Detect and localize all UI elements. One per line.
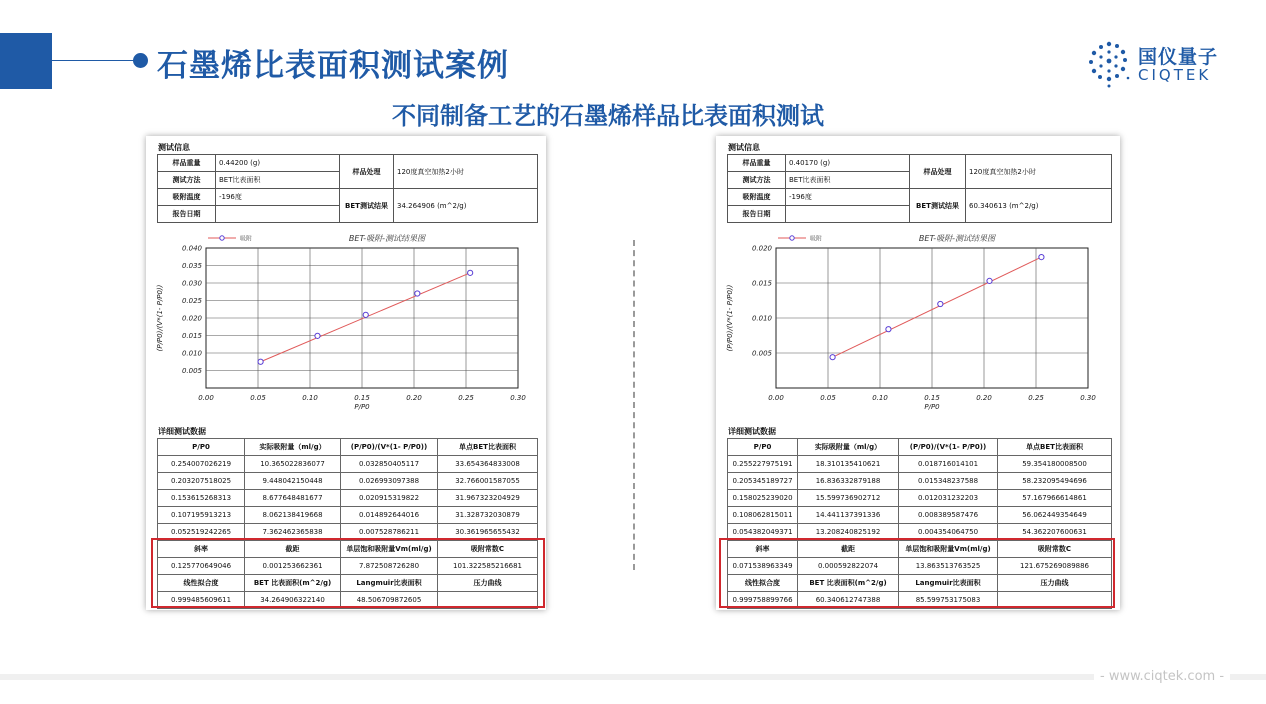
bet-area-value: 60.340612747388 <box>798 592 899 609</box>
x-tick-label: 0.30 <box>1080 394 1096 402</box>
x-tick-label: 0.15 <box>924 394 940 402</box>
table-cell: 7.362462365838 <box>245 524 341 541</box>
bet-chart-left <box>146 228 546 428</box>
y-tick-label: 0.010 <box>181 349 202 358</box>
x-tick-label: 0.10 <box>872 394 888 402</box>
table-cell: 56.062449354649 <box>998 507 1112 524</box>
y-axis-label: (P/P0)/(V*(1- P/P0)) <box>156 284 164 352</box>
table-cell: 18.310135410621 <box>798 456 899 473</box>
x-tick-label: 0.05 <box>250 394 266 402</box>
x-tick-label: 0.20 <box>976 394 992 402</box>
x-tick-label: 0.30 <box>510 394 526 402</box>
table-cell: 0.205345189727 <box>728 473 798 490</box>
table-cell: 0.012031232203 <box>899 490 998 507</box>
label-report-date: 报告日期 <box>728 206 786 223</box>
value-sample-mass: 0.40170 (g) <box>786 155 910 172</box>
legend-label: 吸附 <box>810 235 823 243</box>
data-point <box>830 355 835 360</box>
header-cell: Langmuir比表面积 <box>341 575 438 592</box>
header-cell: 斜率 <box>728 541 798 558</box>
label-test-method: 测试方法 <box>728 172 786 189</box>
header-cell: BET 比表面积(m^2/g) <box>798 575 899 592</box>
table-cell: 0.203207518025 <box>158 473 245 490</box>
table-cell: 0.255227975191 <box>728 456 798 473</box>
header-cell: 压力曲线 <box>998 575 1112 592</box>
y-tick-label: 0.005 <box>751 349 772 358</box>
fit-line <box>833 257 1042 357</box>
header-cell: P/P0 <box>728 439 798 456</box>
table-cell: 57.167966614861 <box>998 490 1112 507</box>
intercept-value: 0.000592822074 <box>798 558 899 575</box>
table-cell: 0.015348237588 <box>899 473 998 490</box>
table-row <box>728 473 1112 490</box>
data-point <box>1039 255 1044 260</box>
table-cell: 31.328732030879 <box>438 507 538 524</box>
value-sample-mass: 0.44200 (g) <box>216 155 340 172</box>
y-tick-label: 0.035 <box>181 262 202 270</box>
header-cell: P/P0 <box>158 439 245 456</box>
table-cell: 0.014892644016 <box>341 507 438 524</box>
table-cell: 0.026993097388 <box>341 473 438 490</box>
value-test-method: BET比表面积 <box>786 172 910 189</box>
x-axis-label: P/P0 <box>924 403 940 411</box>
label-sample-mass: 样品重量 <box>158 155 216 172</box>
table-cell: 16.836332879188 <box>798 473 899 490</box>
y-tick-label: 0.020 <box>181 314 202 323</box>
data-point <box>886 327 891 332</box>
table-cell: 0.054382049371 <box>728 524 798 541</box>
value-ads-temp: -196度 <box>216 189 340 206</box>
legend-marker <box>220 236 224 240</box>
table-cell: 9.448042150448 <box>245 473 341 490</box>
label-bet-result: BET测试结果 <box>340 189 394 223</box>
y-tick-label: 0.030 <box>181 279 202 288</box>
value-sample-treatment: 120度真空加热2小时 <box>394 155 538 189</box>
legend-label: 吸附 <box>240 235 253 243</box>
header-cell: 线性拟合度 <box>728 575 798 592</box>
table-cell: 0.004354064750 <box>899 524 998 541</box>
intercept-value: 0.001253662361 <box>245 558 341 575</box>
vm-value: 7.872508726280 <box>341 558 438 575</box>
header-cell: 斜率 <box>158 541 245 558</box>
chart-title: BET-吸附-测试结果图 <box>348 234 425 243</box>
bet-area-value: 34.264906322140 <box>245 592 341 609</box>
highlight-box <box>151 538 545 608</box>
table-row <box>158 507 538 524</box>
table-cell: 14.441137391336 <box>798 507 899 524</box>
table-cell: 0.254007026219 <box>158 456 245 473</box>
label-bet-result: BET测试结果 <box>910 189 966 223</box>
title-rule <box>52 60 136 61</box>
page-title: 石墨烯比表面积测试案例 <box>157 48 509 84</box>
r-value: 0.999758899766 <box>728 592 798 609</box>
c-value: 121.675269089886 <box>998 558 1112 575</box>
data-point <box>987 278 992 283</box>
header-accent-block <box>0 33 52 89</box>
x-tick-label: 0.00 <box>768 394 784 402</box>
data-point <box>468 270 473 275</box>
table-row <box>158 456 538 473</box>
table-cell: 10.365022836077 <box>245 456 341 473</box>
table-cell: 0.052519242265 <box>158 524 245 541</box>
y-tick-label: 0.020 <box>751 244 772 253</box>
table-cell: 15.599736902712 <box>798 490 899 507</box>
y-tick-label: 0.015 <box>181 332 202 340</box>
header-cell: 截距 <box>798 541 899 558</box>
table-row <box>158 490 538 507</box>
report-panel-left <box>146 136 546 610</box>
label-sample-treatment: 样品处理 <box>910 155 966 189</box>
x-tick-label: 0.25 <box>1028 394 1044 402</box>
table-cell: 54.362207600631 <box>998 524 1112 541</box>
legend-marker <box>790 236 794 240</box>
table-row <box>728 490 1112 507</box>
logo-swirl-icon <box>1086 38 1132 90</box>
header-cell: 压力曲线 <box>438 575 538 592</box>
table-cell: 58.232095494696 <box>998 473 1112 490</box>
table-cell: 8.062138419668 <box>245 507 341 524</box>
slope-value: 0.071538963349 <box>728 558 798 575</box>
label-sample-treatment: 样品处理 <box>340 155 394 189</box>
highlight-box <box>719 538 1115 608</box>
data-point <box>415 291 420 296</box>
test-info-table <box>727 154 1112 223</box>
logo-cn-text: 国仪量子 <box>1138 46 1219 68</box>
header-cell: 吸附常数C <box>438 541 538 558</box>
test-info-heading: 测试信息 <box>158 143 190 152</box>
table-header-row <box>728 439 1112 456</box>
report-panel-right <box>716 136 1120 610</box>
test-info-table <box>157 154 538 223</box>
header-cell: 实际吸附量（ml/g） <box>245 439 341 456</box>
header-cell: 截距 <box>245 541 341 558</box>
header-cell: 单层饱和吸附量Vm(ml/g) <box>899 541 998 558</box>
langmuir-value: 48.506709872605 <box>341 592 438 609</box>
table-header-row <box>158 439 538 456</box>
header-cell: (P/P0)/(V*(1- P/P0)) <box>341 439 438 456</box>
x-axis-label: P/P0 <box>354 403 370 411</box>
table-cell: 0.008389587476 <box>899 507 998 524</box>
footer-bar <box>0 674 1266 680</box>
data-point <box>258 359 263 364</box>
table-row <box>728 456 1112 473</box>
table-cell: 30.361965655432 <box>438 524 538 541</box>
table-cell: 0.032850405117 <box>341 456 438 473</box>
label-sample-mass: 样品重量 <box>728 155 786 172</box>
header-cell: 单点BET比表面积 <box>998 439 1112 456</box>
slope-value: 0.125770649046 <box>158 558 245 575</box>
header-cell: BET 比表面积(m^2/g) <box>245 575 341 592</box>
vm-value: 13.863513763525 <box>899 558 998 575</box>
header-cell: 吸附常数C <box>998 541 1112 558</box>
x-tick-label: 0.15 <box>354 394 370 402</box>
footer-url: - www.ciqtek.com - <box>1094 669 1230 684</box>
table-cell: 31.967323204929 <box>438 490 538 507</box>
header-cell: (P/P0)/(V*(1- P/P0)) <box>899 439 998 456</box>
logo-en-text: CIQTEK <box>1138 66 1212 84</box>
table-cell: 0.158025239020 <box>728 490 798 507</box>
label-test-method: 测试方法 <box>158 172 216 189</box>
detail-data-heading: 详细测试数据 <box>728 427 776 436</box>
y-tick-label: 0.040 <box>181 244 202 253</box>
header-cell: 线性拟合度 <box>158 575 245 592</box>
label-ads-temp: 吸附温度 <box>728 189 786 206</box>
x-tick-label: 0.25 <box>458 394 474 402</box>
table-row <box>158 473 538 490</box>
y-tick-label: 0.005 <box>181 367 202 375</box>
table-cell: 0.107195913213 <box>158 507 245 524</box>
x-tick-label: 0.05 <box>820 394 836 402</box>
value-bet-result: 60.340613 (m^2/g) <box>966 189 1112 223</box>
table-cell: 0.018716014101 <box>899 456 998 473</box>
table-cell: 13.208240825192 <box>798 524 899 541</box>
test-info-heading: 测试信息 <box>728 143 760 152</box>
value-sample-treatment: 120度真空加热2小时 <box>966 155 1112 189</box>
header-cell: 实际吸附量（ml/g） <box>798 439 899 456</box>
table-cell: 32.766001587055 <box>438 473 538 490</box>
x-tick-label: 0.10 <box>302 394 318 402</box>
detail-data-heading: 详细测试数据 <box>158 427 206 436</box>
y-tick-label: 0.010 <box>751 314 772 323</box>
header-cell: Langmuir比表面积 <box>899 575 998 592</box>
title-bullet <box>133 53 148 68</box>
value-ads-temp: -196度 <box>786 189 910 206</box>
bet-chart-right <box>716 228 1120 428</box>
table-cell: 0.108062815011 <box>728 507 798 524</box>
label-ads-temp: 吸附温度 <box>158 189 216 206</box>
y-axis-label: (P/P0)/(V*(1- P/P0)) <box>726 284 734 352</box>
header-cell: 单点BET比表面积 <box>438 439 538 456</box>
y-tick-label: 0.025 <box>181 297 202 305</box>
ciqtek-logo <box>1086 38 1246 94</box>
value-test-method: BET比表面积 <box>216 172 340 189</box>
table-cell: 0.153615268313 <box>158 490 245 507</box>
value-report-date <box>786 206 910 223</box>
data-point <box>938 301 943 306</box>
x-tick-label: 0.20 <box>406 394 422 402</box>
chart-title: BET-吸附-测试结果图 <box>918 234 995 243</box>
value-report-date <box>216 206 340 223</box>
panel-divider <box>633 240 635 570</box>
page-subtitle: 不同制备工艺的石墨烯样品比表面积测试 <box>392 102 824 130</box>
table-cell: 33.654364833008 <box>438 456 538 473</box>
r-value: 0.999485609611 <box>158 592 245 609</box>
table-cell: 0.020915319822 <box>341 490 438 507</box>
table-cell: 0.007528786211 <box>341 524 438 541</box>
table-cell: 8.677648481677 <box>245 490 341 507</box>
table-cell: 59.354180008500 <box>998 456 1112 473</box>
label-report-date: 报告日期 <box>158 206 216 223</box>
x-tick-label: 0.00 <box>198 394 214 402</box>
data-point <box>363 312 368 317</box>
header-cell: 单层饱和吸附量Vm(ml/g) <box>341 541 438 558</box>
table-row <box>728 507 1112 524</box>
c-value: 101.322585216681 <box>438 558 538 575</box>
langmuir-value: 85.599753175083 <box>899 592 998 609</box>
y-tick-label: 0.015 <box>751 279 772 288</box>
data-point <box>315 333 320 338</box>
value-bet-result: 34.264906 (m^2/g) <box>394 189 538 223</box>
